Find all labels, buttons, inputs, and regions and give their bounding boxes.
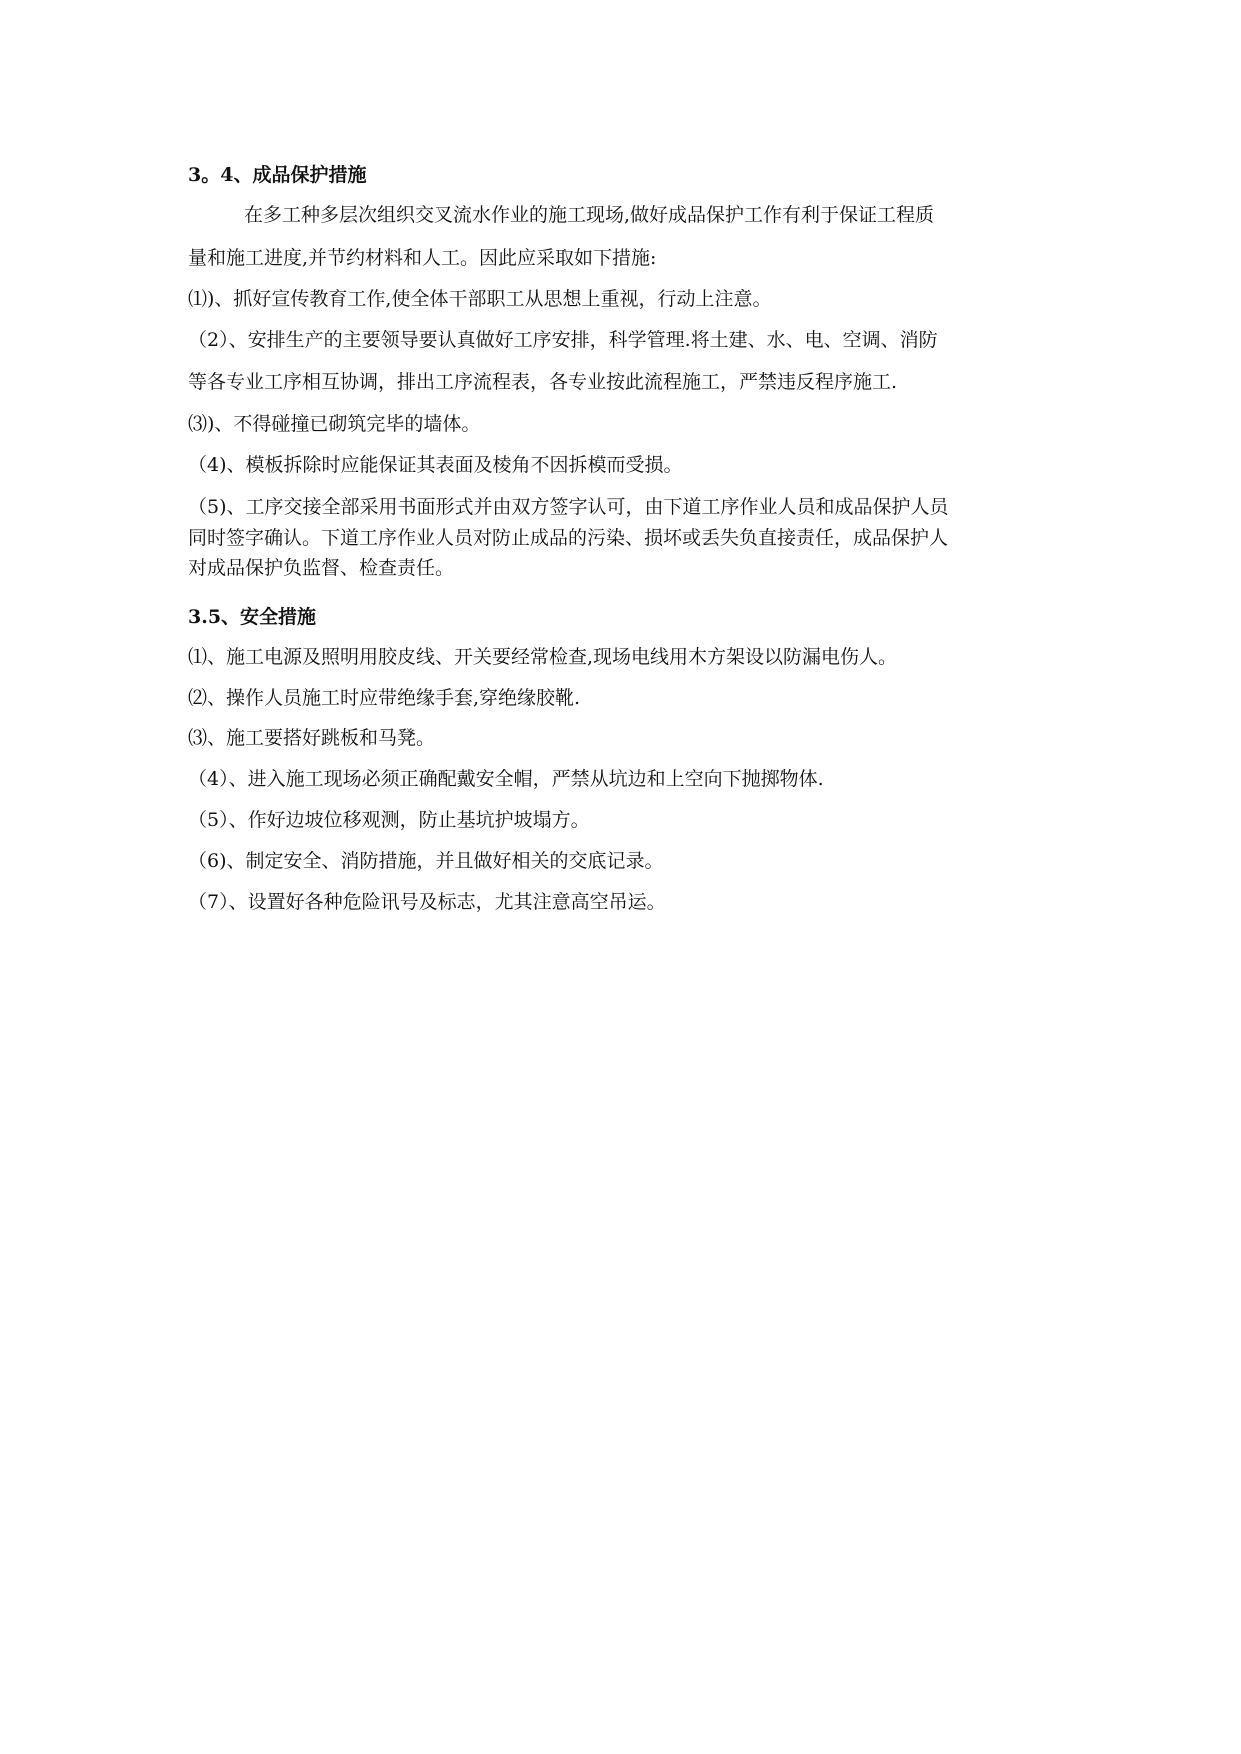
section-34-item-4: （4)、模板拆除时应能保证其表面及棱角不因拆模而受损。 xyxy=(188,454,683,476)
section-34-item-5-line-1: （5)、工序交接全部采用书面形式并由双方签字认可，由下道工序作业人员和成品保护人员 xyxy=(188,496,949,518)
section-34-item-3: ⑶)、不得碰撞已砌筑完毕的墙体。 xyxy=(188,413,481,435)
section-35-item-1: ⑴、施工电源及照明用胶皮线、开关要经常检查,现场电线用木方架设以防漏电伤人。 xyxy=(188,646,898,668)
section-34-item-2-line-1: （2）、安排生产的主要领导要认真做好工序安排，科学管理.将土建、水、电、空调、消防 xyxy=(188,329,938,351)
section-34-item-2-line-2: 等各专业工序相互协调，排出工序流程表，各专业按此流程施工，严禁违反程序施工. xyxy=(188,371,898,393)
section-35-item-7: （7）、设置好各种危险讯号及标志，尤其注意高空吊运。 xyxy=(188,891,666,913)
section-34-item-1: ⑴)、抓好宣传教育工作,使全体干部职工从思想上重视，行动上注意。 xyxy=(188,288,772,310)
section-34-intro-line-1: 在多工种多层次组织交叉流水作业的施工现场,做好成品保护工作有利于保证工程质 xyxy=(244,204,935,226)
section-35-item-6: （6)、制定安全、消防措施，并且做好相关的交底记录。 xyxy=(188,850,664,872)
section-35-item-2: ⑵、操作人员施工时应带绝缘手套,穿绝缘胶靴. xyxy=(188,687,581,709)
section-34-item-5-line-2: 同时签字确认。下道工序作业人员对防止成品的污染、损坏或丢失负直接责任，成品保护人 xyxy=(188,527,949,549)
section-35-item-5: （5）、作好边坡位移观测，防止基坑护坡塌方。 xyxy=(188,809,590,831)
section-34-item-5-line-3: 对成品保护负监督、检查责任。 xyxy=(188,557,455,579)
section-34-intro-line-2: 量和施工进度,并节约材料和人工。因此应采取如下措施: xyxy=(188,247,657,269)
section-35-heading: 3.5、安全措施 xyxy=(188,606,317,628)
section-34-heading: 3。4、成品保护措施 xyxy=(188,164,367,186)
section-35-item-3: ⑶、施工要搭好跳板和马凳。 xyxy=(188,727,436,749)
section-35-item-4: （4）、进入施工现场必须正确配戴安全帽，严禁从坑边和上空向下抛掷物体. xyxy=(188,768,824,790)
